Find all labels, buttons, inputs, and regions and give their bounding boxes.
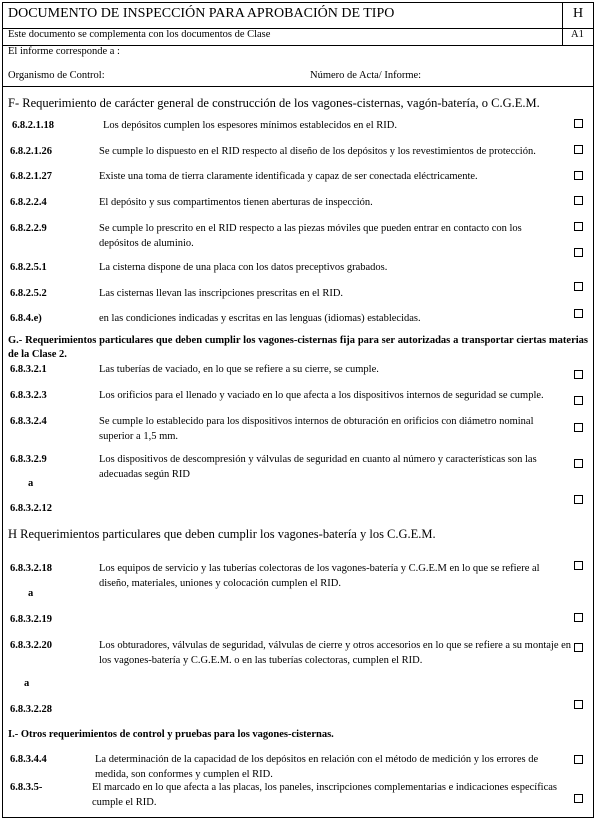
control-body-label: Organismo de Control: — [8, 70, 105, 81]
code-column-divider — [562, 3, 563, 45]
item-code: 6.8.2.5.2 — [10, 288, 47, 299]
range-separator: a — [28, 478, 34, 489]
info-divider — [3, 86, 593, 87]
item-text: Los equipos de servicio y las tuberías colectoras de los vagones-batería y C.G.E.M en lo que se refiere al diseño, materiales, uniones y colocación cumplen el RID. — [99, 563, 540, 589]
item-text: Los obturadores, válvulas de seguridad, válvulas de cierre y otros accesorios en lo que se refiere a su montaje en los vagones-batería y C.G.E.M. o en las tuberías colectoras, cumplen el RID. — [99, 640, 572, 666]
item-code: 6.8.3.2.12 — [10, 503, 52, 514]
item-code: 6.8.3.2.4 — [10, 416, 47, 427]
item-code: 6.8.3.4.4 — [10, 754, 47, 765]
item-code: 6.8.3.2.19 — [10, 614, 52, 625]
item-code: 6.8.3.2.18 — [10, 563, 52, 574]
item-code: 6.8.2.5.1 — [10, 262, 47, 273]
document-subtitle: Este documento se complementa con los documentos de Clase — [8, 29, 271, 40]
item-checkbox[interactable] — [574, 222, 583, 231]
item-code: 6.8.2.1.18 — [12, 120, 54, 131]
item-code: 6.8.2.1.26 — [10, 146, 52, 157]
section-h-title: H Requerimientos particulares que deben cumplir los vagones-batería y los C.G.E.M. — [8, 527, 436, 541]
item-checkbox[interactable] — [574, 700, 583, 709]
item-text: Se cumple lo prescrito en el RID respecto a las piezas móviles que pueden entrar en contacto con los depósitos de aluminio. — [99, 223, 522, 249]
item-code: 6.8.3.2.1 — [10, 364, 47, 375]
item-code: 6.8.2.2.4 — [10, 197, 47, 208]
range-separator: a — [28, 588, 34, 599]
section-f-title: F- Requerimiento de carácter general de construcción de los vagones-cisternas, vagón-batería, o C.G.E.M. — [8, 96, 540, 110]
item-checkbox[interactable] — [574, 794, 583, 803]
document-title: DOCUMENTO DE INSPECCIÓN PARA APROBACIÓN DE TIPO — [8, 6, 395, 21]
item-text: Se cumple lo establecido para los dispositivos internos de obturación en orificios con diámetro nominal superior a 1,5 mm. — [99, 416, 534, 442]
item-text: Los depósitos cumplen los espesores mínimos establecidos en el RID. — [103, 120, 397, 131]
item-checkbox[interactable] — [574, 561, 583, 570]
document-code: H — [573, 6, 584, 21]
item-code: 6.8.3.5- — [10, 782, 43, 793]
section-g-title: G.- Requerimientos particulares que deben cumplir los vagones-cisternas fija para ser autorizadas a transportar ciertas materias de la Clase 2. — [8, 335, 588, 360]
item-code: 6.8.2.1.27 — [10, 171, 52, 182]
report-for-label: El informe corresponde a : — [8, 46, 120, 57]
item-text: Existe una toma de tierra claramente identificada y capaz de ser conectada eléctricamente. — [99, 171, 478, 182]
item-code: 6.8.3.2.28 — [10, 704, 52, 715]
item-code: 6.8.2.2.9 — [10, 223, 47, 234]
item-checkbox[interactable] — [574, 423, 583, 432]
item-text: Los dispositivos de descompresión y válvulas de seguridad en cuanto al número y características son las adecuadas según RID — [99, 454, 537, 480]
item-checkbox[interactable] — [574, 309, 583, 318]
item-text: La determinación de la capacidad de los depósitos en relación con el método de medición y los errores de medida, son conformes y cumplen el RID. — [95, 754, 539, 780]
item-text: Las tuberías de vaciado, en lo que se refiere a su cierre, se cumple. — [99, 364, 379, 375]
item-text: en las condiciones indicadas y escritas en las lenguas (idiomas) establecidas. — [99, 313, 421, 324]
item-checkbox[interactable] — [574, 282, 583, 291]
item-code: 6.8.4.e) — [10, 313, 42, 324]
item-checkbox[interactable] — [574, 145, 583, 154]
section-i-title: I.- Otros requerimientos de control y pruebas para los vagones-cisternas. — [8, 729, 334, 740]
item-text: El depósito y sus compartimentos tienen aberturas de inspección. — [99, 197, 373, 208]
item-checkbox[interactable] — [574, 755, 583, 764]
item-code: 6.8.3.2.20 — [10, 640, 52, 651]
item-text: Las cisternas llevan las inscripciones prescritas en el RID. — [99, 288, 344, 299]
item-code: 6.8.3.2.9 — [10, 454, 47, 465]
item-text: Los orificios para el llenado y vaciado en lo que afecta a los dispositivos internos de seguridad se cumple. — [99, 390, 544, 401]
item-checkbox[interactable] — [574, 248, 583, 257]
item-text: El marcado en lo que afecta a las placas, los paneles, inscripciones complementarias e indicaciones específicas cumple el RID. — [92, 782, 558, 808]
item-text: La cisterna dispone de una placa con los datos preceptivos grabados. — [99, 262, 388, 273]
item-checkbox[interactable] — [574, 459, 583, 468]
item-checkbox[interactable] — [574, 643, 583, 652]
item-text: Se cumple lo dispuesto en el RID respecto al diseño de los depósitos y los revestimientos de protección. — [99, 146, 536, 157]
item-checkbox[interactable] — [574, 196, 583, 205]
item-checkbox[interactable] — [574, 119, 583, 128]
item-checkbox[interactable] — [574, 370, 583, 379]
report-number-label: Número de Acta/ Informe: — [310, 70, 422, 81]
item-checkbox[interactable] — [574, 613, 583, 622]
item-checkbox[interactable] — [574, 396, 583, 405]
item-checkbox[interactable] — [574, 171, 583, 180]
class-code: A1 — [571, 29, 584, 40]
item-checkbox[interactable] — [574, 495, 583, 504]
item-code: 6.8.3.2.3 — [10, 390, 47, 401]
range-separator: a — [24, 678, 30, 689]
